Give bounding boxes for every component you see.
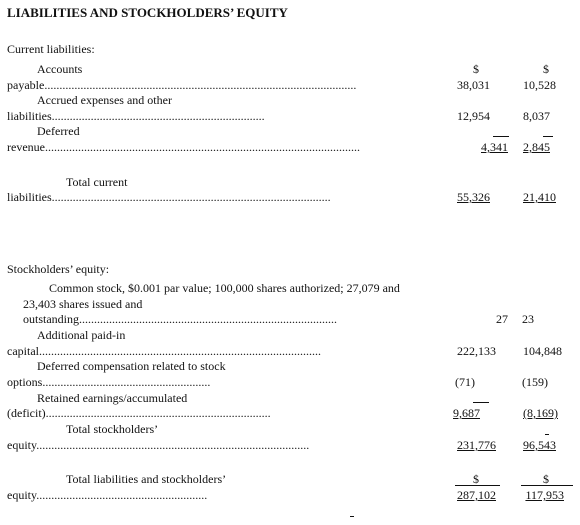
accounts-payable-label-cont: payable........................................................................................................ — [7, 78, 357, 92]
total-current-liabilities-value-col1: 55,326 — [457, 190, 490, 204]
total-stockholders-equity-label-cont: equity........................................................................................... — [7, 438, 310, 452]
stockholders-equity-heading: Stockholders’ equity: — [7, 262, 110, 276]
deferred-compensation-value-col2: (159) — [522, 375, 548, 389]
deferred-revenue-value-col1: 4,341 — [481, 140, 508, 154]
retained-earnings-value-col2: (8,169) — [523, 406, 558, 420]
rule — [543, 136, 553, 137]
dollar-sign-col1: $ — [473, 62, 479, 76]
common-stock-label-cont: 23,403 shares issued and — [23, 297, 143, 311]
additional-paid-in-capital-value-col2: 104,848 — [523, 344, 562, 358]
retained-earnings-label-cont: (deficit)........................................................................... — [7, 406, 271, 420]
total-current-liabilities-value-col2: 21,410 — [523, 190, 556, 204]
total-stockholders-equity-label: Total stockholders’ — [66, 422, 159, 436]
rule — [350, 516, 354, 517]
accounts-payable-label: Accounts — [37, 62, 83, 76]
accrued-expenses-value-col1: 12,954 — [457, 109, 490, 123]
current-liabilities-heading: Current liabilities: — [7, 42, 95, 56]
total-liabilities-equity-value-col2: 117,953 — [525, 488, 564, 502]
section-title: LIABILITIES AND STOCKHOLDERS’ EQUITY — [7, 5, 288, 20]
common-stock-value-col1: 27 — [496, 312, 508, 326]
total-current-liabilities-label: Total current — [66, 175, 128, 189]
total-liabilities-equity-label-cont: equity......................................................... — [7, 488, 208, 502]
dollar-sign-col1: $ — [473, 472, 479, 486]
rule — [455, 485, 500, 486]
deferred-compensation-value-col1: (71) — [455, 375, 475, 389]
accounts-payable-value-col1: 38,031 — [457, 78, 490, 92]
total-liabilities-equity-label: Total liabilities and stockholders’ — [66, 472, 227, 486]
accrued-expenses-value-col2: 8,037 — [523, 109, 550, 123]
additional-paid-in-capital-label-cont: capital.............................................................................................. — [7, 344, 321, 358]
deferred-revenue-label: Deferred — [37, 124, 80, 138]
rule — [473, 402, 489, 403]
rule — [521, 485, 573, 486]
common-stock-label-cont2: outstanding...................................................................................... — [23, 312, 337, 326]
deferred-revenue-label-cont: revenue......................................................................................................... — [7, 140, 360, 154]
total-current-liabilities-label-cont: liabilities............................................................................................. — [7, 190, 331, 204]
retained-earnings-label: Retained earnings/accumulated — [37, 391, 188, 405]
common-stock-value-col2: 23 — [522, 312, 534, 326]
accrued-expenses-label: Accrued expenses and other — [37, 93, 172, 107]
total-liabilities-equity-value-col1: 287,102 — [457, 488, 496, 502]
common-stock-label: Common stock, $0.001 par value; 100,000 shares authorized; 27,079 and — [49, 281, 400, 295]
rule — [493, 136, 509, 137]
deferred-compensation-label: Deferred compensation related to stock — [37, 359, 226, 373]
dollar-sign-col2: $ — [543, 62, 549, 76]
deferred-compensation-label-cont: options........................................................ — [7, 375, 211, 389]
rule — [545, 434, 549, 435]
additional-paid-in-capital-label: Additional paid-in — [37, 328, 126, 342]
total-stockholders-equity-value-col2: 96,543 — [523, 438, 556, 452]
deferred-revenue-value-col2: 2,845 — [523, 140, 550, 154]
total-stockholders-equity-value-col1: 231,776 — [457, 438, 496, 452]
retained-earnings-value-col1: 9,687 — [453, 406, 480, 420]
accounts-payable-value-col2: 10,528 — [523, 78, 556, 92]
additional-paid-in-capital-value-col1: 222,133 — [457, 344, 496, 358]
accrued-expenses-label-cont: liabilities....................................................................... — [7, 109, 265, 123]
dollar-sign-col2: $ — [543, 472, 549, 486]
